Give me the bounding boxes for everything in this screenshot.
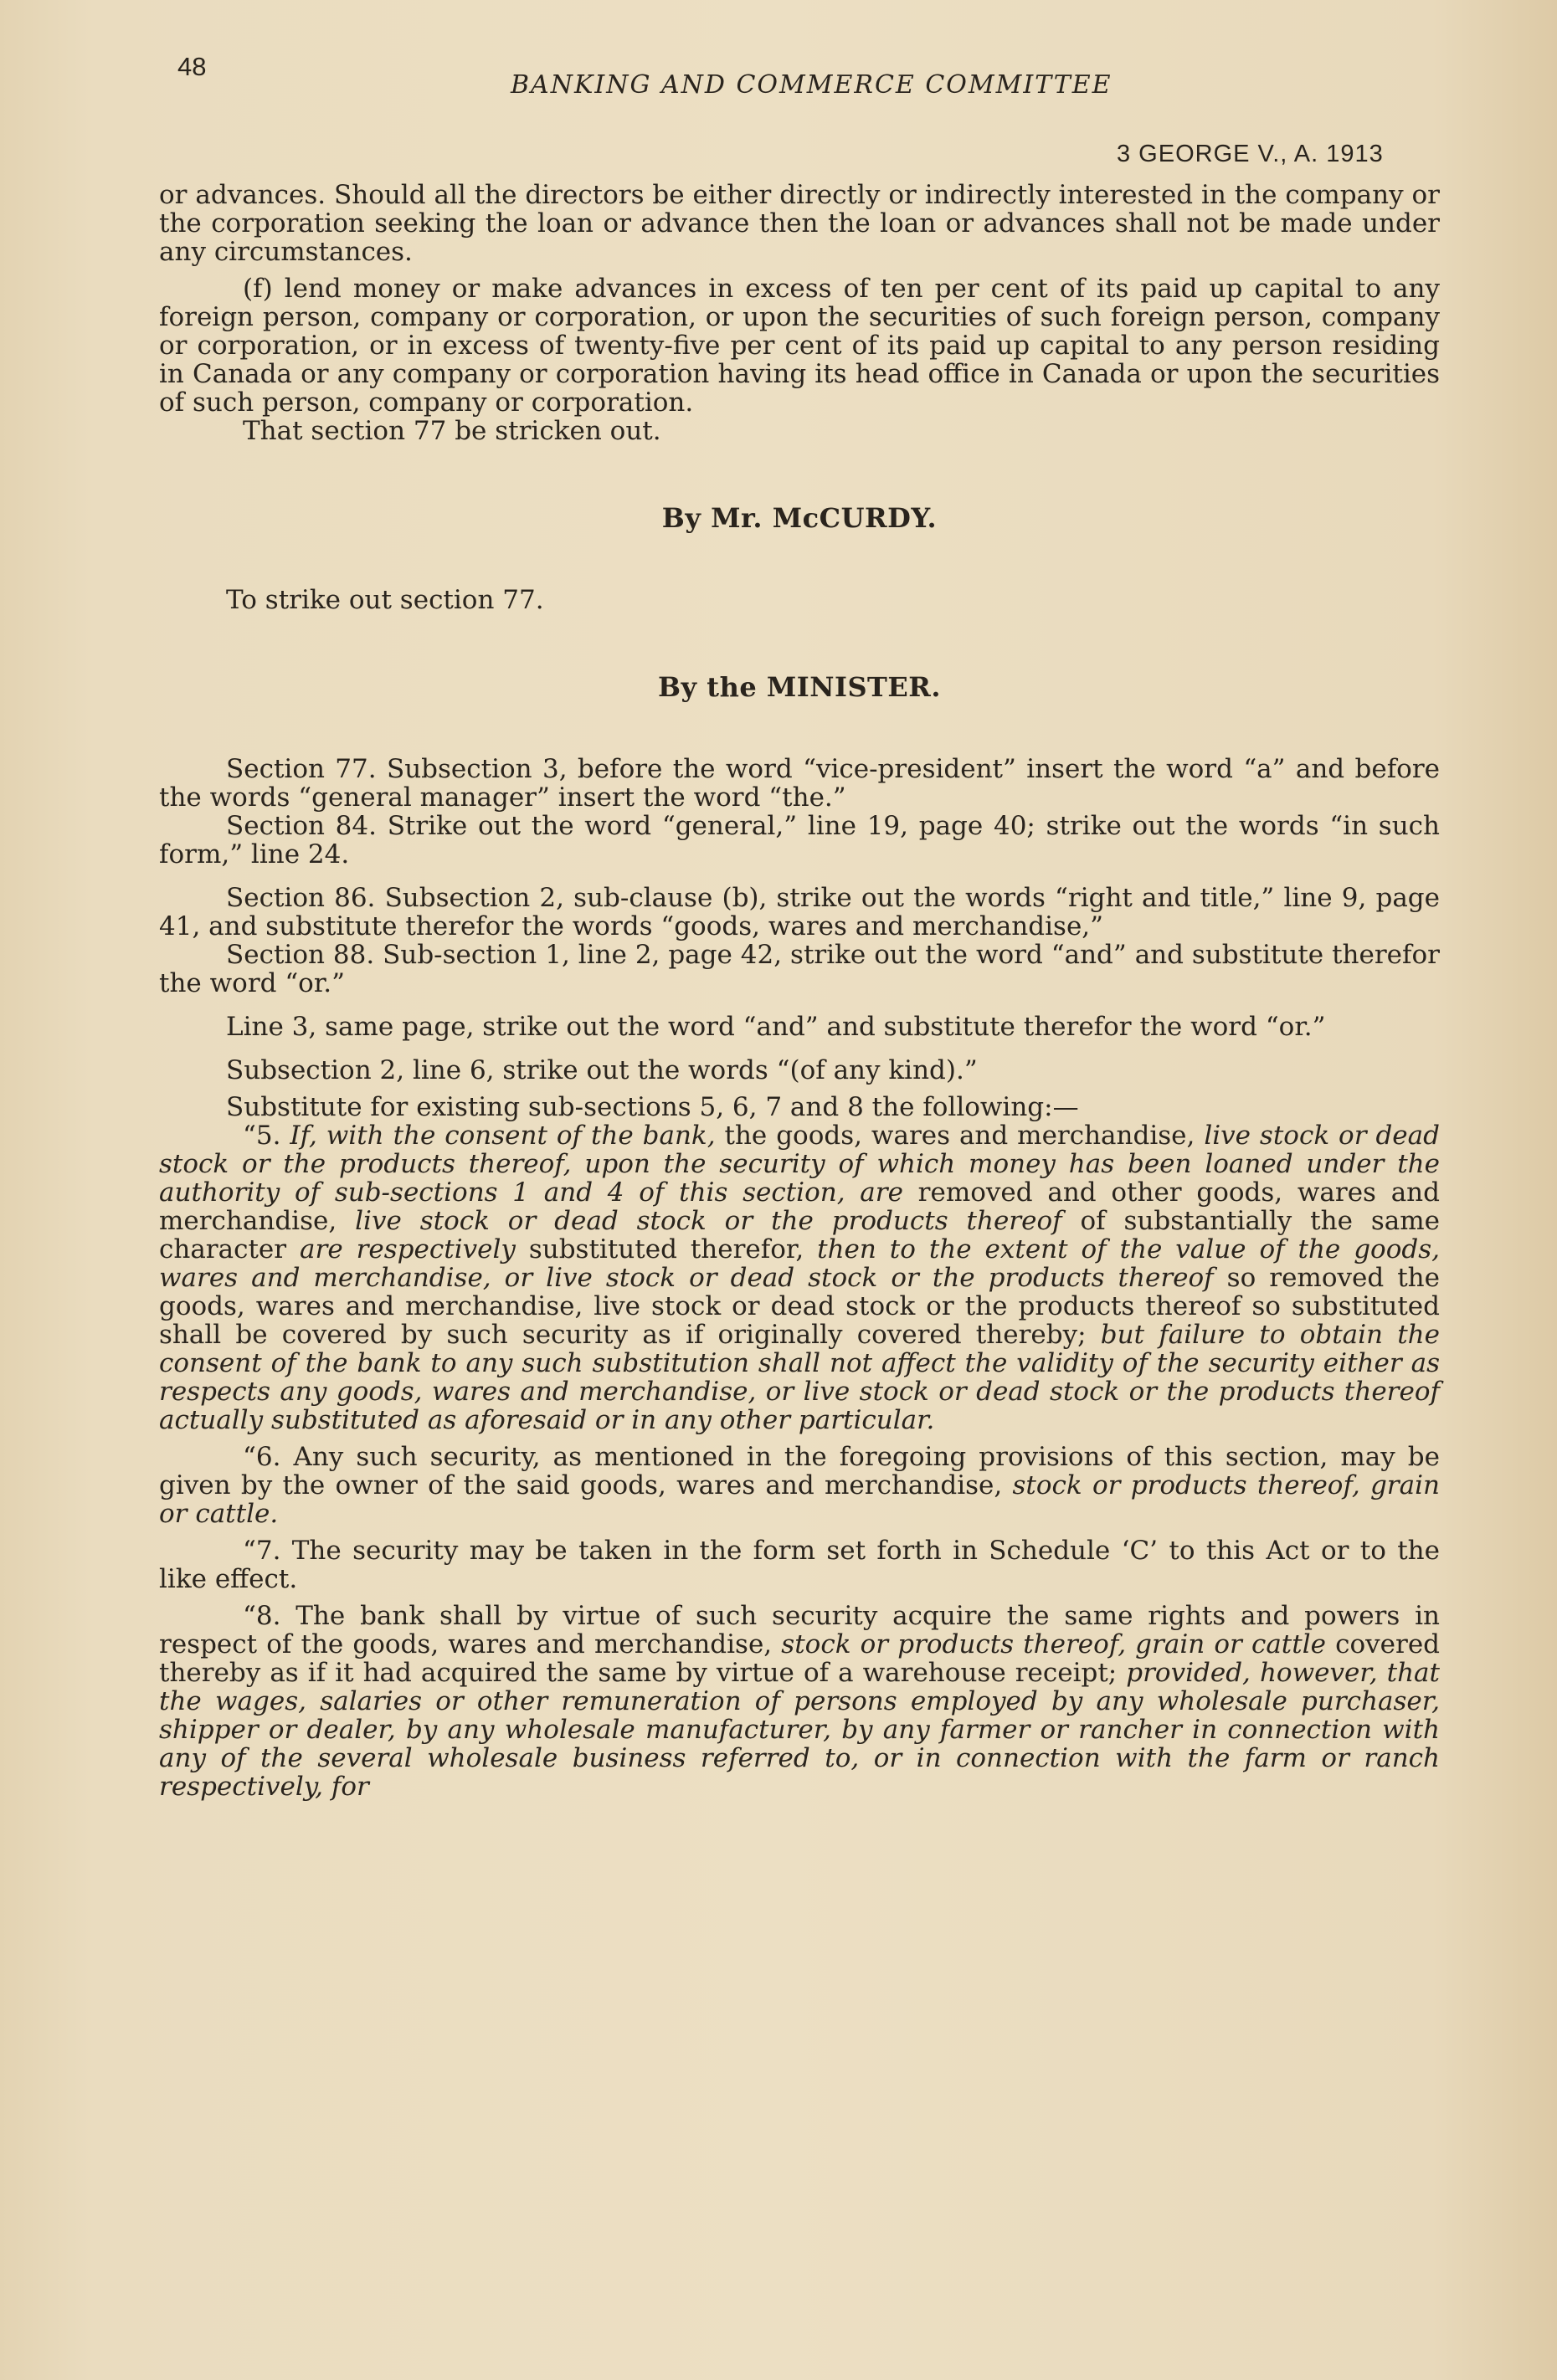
text-run: the goods, wares and merchandise, <box>715 1121 1205 1151</box>
amendment-item: Section 86. Subsection 2, sub-clause (b), strike out the words “right and title,” line 9, page 41, and substitute therefor the words “goods, wares and merchandise,” <box>159 883 1440 941</box>
subsection-6 <box>159 1443 1440 1528</box>
text-run: but failure to obtain the consent of the bank to any such substitution shall not affect the validity of the security either as respects any goods, wares and merchandise, or live stock or dead stock or the products thereof actually substituted as aforesaid or in any other particular. <box>159 1320 1440 1435</box>
amendment-item: Section 88. Sub-section 1, line 2, page 42, strike out the word “and” and substitute therefor the word “or.” <box>159 940 1440 998</box>
text-run: are respectively <box>300 1234 516 1264</box>
text-run: covered thereby as if it had acquired the same by virtue of a warehouse receipt; <box>159 1629 1441 1688</box>
text-run: If, with the consent of the bank, <box>290 1121 716 1151</box>
amendment-item: Section 77. Subsection 3, before the word “vice-president” insert the word “a” and before the words “general manager” insert the word “the.” <box>159 754 1440 813</box>
section-heading: By the MINISTER. <box>658 671 941 703</box>
amendment-item: Section 84. Strike out the word “general,” line 19, page 40; strike out the words “in such form,” line 24. <box>159 811 1440 869</box>
text-run: so removed the goods, wares and merchandise, live stock or dead stock or the products thereof so substituted shall be covered by such security as if originally covered thereby; <box>159 1263 1440 1350</box>
text-run: stock or products thereof, grain or cattle. <box>159 1470 1440 1529</box>
text-run: live stock or dead stock or the products thereof <box>355 1206 1062 1236</box>
amendment-item: Line 3, same page, strike out the word “and” and substitute therefor the word “or.” <box>226 1012 1326 1042</box>
amendment-item: Subsection 2, line 6, strike out the words “(of any kind).” <box>226 1055 978 1085</box>
amendment-item: Substitute for existing sub-sections 5, 6, 7 and 8 the following:— <box>226 1092 1079 1122</box>
paragraph: To strike out section 77. <box>226 585 544 615</box>
text-run: “5. <box>243 1121 290 1151</box>
body-text <box>159 181 1440 1801</box>
paragraph: That section 77 be stricken out. <box>243 416 661 446</box>
text-run: stock or products thereof, grain or cattle <box>781 1629 1326 1659</box>
text-run: then to the extent of the value of the goods, wares and merchandise, or live stock or dead stock or the products thereof <box>159 1234 1440 1293</box>
subsection-8 <box>159 1602 1440 1801</box>
running-head: BANKING AND COMMERCE COMMITTEE <box>511 70 1113 100</box>
subsection-7: “7. The security may be taken in the form set forth in Schedule ‘C’ to this Act or to the like effect. <box>159 1536 1440 1594</box>
text-run: “6. Any such security, as mentioned in the foregoing provisions of this section, may be given by the owner of the said goods, wares and merchandise, <box>159 1442 1440 1500</box>
page-number: 48 <box>177 52 207 81</box>
section-heading: By Mr. McCURDY. <box>661 502 938 534</box>
paragraph: or advances. Should all the directors be either directly or indirectly interested in the company or the corporation seeking the loan or advance then the loan or advances shall not be made under any circumstances. <box>159 180 1440 267</box>
paragraph: (f) lend money or make advances in excess of ten per cent of its paid up capital to any foreign person, company or corporation, or upon the securities of such foreign person, company or corporation, or in excess of twenty-five per cent of its paid up capital to any person residing in Canada or any company or corporation having its head office in Canada or upon the securities of such person, company or corporation. <box>159 274 1440 418</box>
text-run: “8. The bank shall by virtue of such security acquire the same rights and powers in respect of the goods, wares and merchandise, <box>159 1601 1440 1659</box>
text-run: live stock or dead stock or the products thereof, upon the security of which money has been loaned under the authority of sub-sections 1 and 4 of this section, are <box>159 1121 1440 1208</box>
text-run: removed and other goods, wares and merchandise, <box>159 1177 1440 1236</box>
regnal-year: 3 GEORGE V., A. 1913 <box>1117 141 1384 167</box>
text-run: substituted therefor, <box>515 1234 818 1264</box>
subsection-5 <box>159 1121 1440 1434</box>
text-run: of substantially the same character <box>159 1206 1440 1264</box>
text-run: provided, however, that the wages, salaries or other remuneration of persons employed by any wholesale purchaser, shipper or dealer, by any wholesale manufacturer, by any farmer or rancher in connection with any of the several wholesale business referred to, or in connection with the farm or ranch respectively, for <box>159 1658 1440 1802</box>
